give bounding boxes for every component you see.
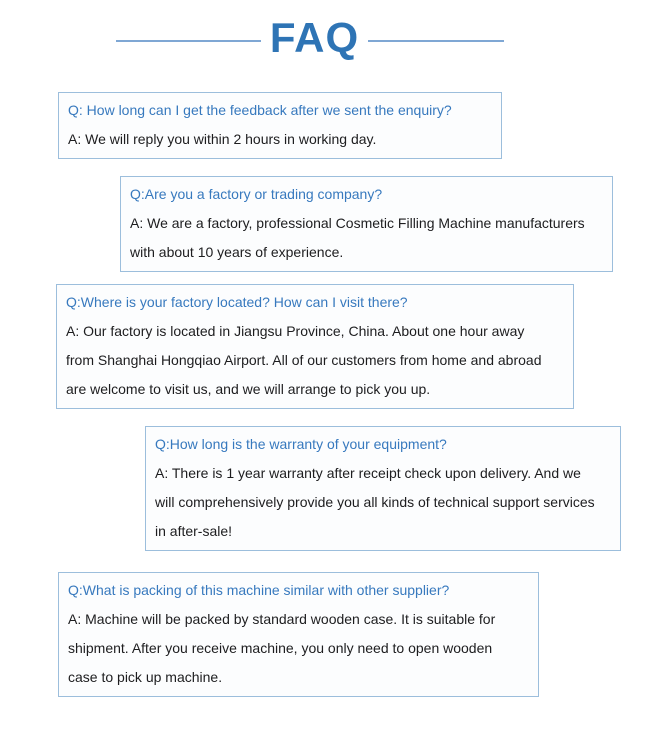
faq-answer-line: shipment. After you receive machine, you only need to open wooden [68, 640, 493, 656]
faq-answer-line: A: Our factory is located in Jiangsu Province, China. About one hour away [66, 323, 525, 339]
faq-question: Q:What is packing of this machine similar with other supplier? [68, 582, 450, 598]
title-divider-right [368, 40, 504, 42]
faq-answer-line: A: There is 1 year warranty after receipt check upon delivery. And we [155, 465, 581, 481]
faq-list [0, 88, 650, 697]
faq-answer-line: in after-sale! [155, 523, 233, 539]
page-title: FAQ [269, 14, 360, 61]
faq-answer-line: case to pick up machine. [68, 669, 223, 685]
faq-question: Q:Are you a factory or trading company? [130, 186, 383, 202]
faq-answer-line: A: Machine will be packed by standard wooden case. It is suitable for [68, 611, 496, 627]
faq-item-factory-or-trading [120, 176, 613, 272]
faq-header [112, 10, 508, 72]
title-divider-left [116, 40, 261, 42]
faq-answer-line: will comprehensively provide you all kinds of technical support services [155, 494, 595, 510]
faq-answer-line: A: We will reply you within 2 hours in working day. [68, 131, 377, 147]
faq-answer-line: are welcome to visit us, and we will arrange to pick you up. [66, 381, 431, 397]
faq-item-factory-location [56, 284, 574, 409]
faq-question: Q: How long can I get the feedback after we sent the enquiry? [68, 102, 452, 118]
faq-item-warranty [145, 426, 621, 551]
faq-answer-line: from Shanghai Hongqiao Airport. All of our customers from home and abroad [66, 352, 542, 368]
faq-question: Q:How long is the warranty of your equipment? [155, 436, 447, 452]
faq-item-packing [58, 572, 539, 697]
faq-item-feedback-time [58, 92, 502, 159]
faq-question: Q:Where is your factory located? How can I visit there? [66, 294, 408, 310]
faq-answer-line: with about 10 years of experience. [130, 244, 344, 260]
faq-answer-line: A: We are a factory, professional Cosmetic Filling Machine manufacturers [130, 215, 585, 231]
